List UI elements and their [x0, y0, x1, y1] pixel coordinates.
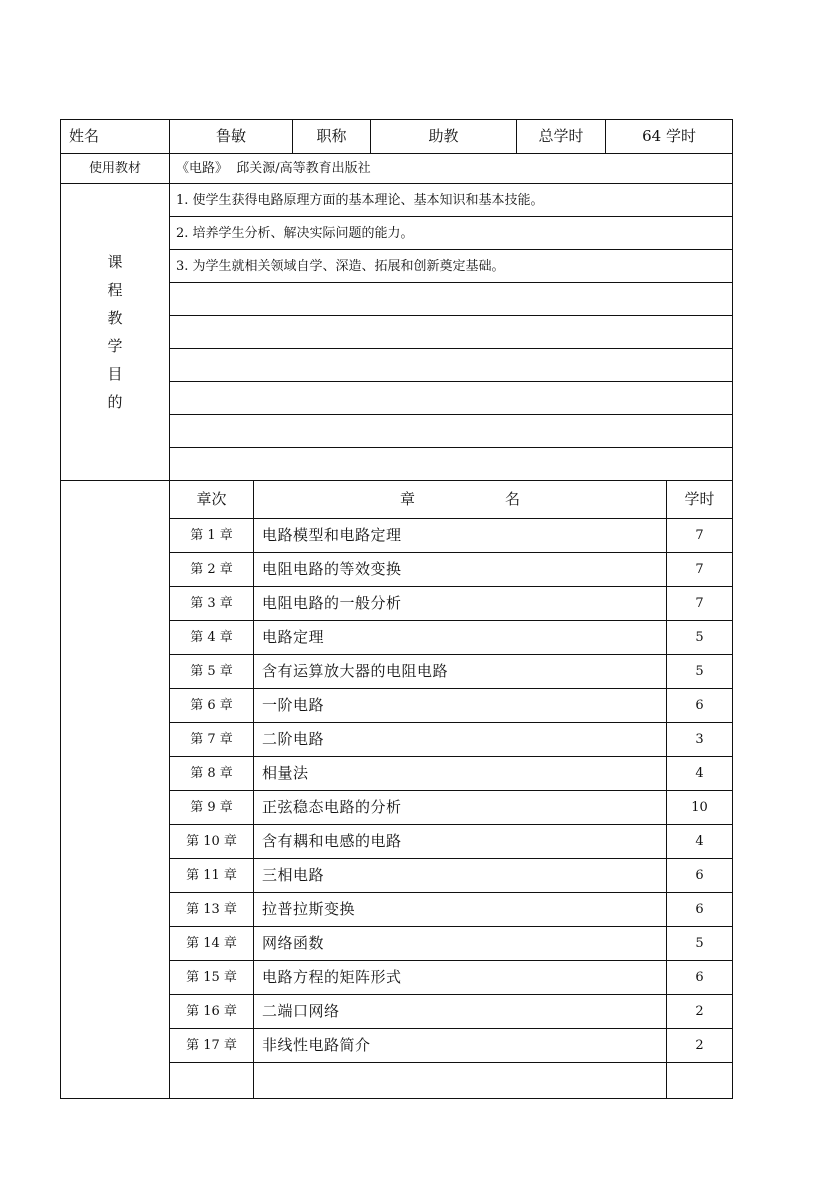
objective-item: [170, 316, 733, 349]
chapter-name: 二端口网络: [254, 995, 667, 1029]
chapter-no: 第 6 章: [170, 689, 254, 723]
objective-item: 2. 培养学生分析、解决实际问题的能力。: [170, 217, 733, 250]
chapter-no: 第 10 章: [170, 825, 254, 859]
objective-item: [170, 283, 733, 316]
chapter-hours: 5: [667, 655, 733, 689]
objective-item: 1. 使学生获得电路原理方面的基本理论、基本知识和基本技能。: [170, 184, 733, 217]
objective-row: [61, 184, 733, 217]
textbook-label: 使用教材: [61, 154, 170, 184]
chapter-no: 第 1 章: [170, 519, 254, 553]
col-chapter-name-a: 章: [399, 490, 415, 508]
hours-label: 总学时: [517, 120, 606, 154]
chapter-name: [254, 1063, 667, 1099]
objective-item: [170, 448, 733, 481]
chapter-no: 第 2 章: [170, 553, 254, 587]
name-value: 鲁敏: [170, 120, 293, 154]
chapter-name: 电阻电路的等效变换: [254, 553, 667, 587]
title-label: 职称: [293, 120, 371, 154]
chapter-hours: 3: [667, 723, 733, 757]
chapter-no: 第 15 章: [170, 961, 254, 995]
chapter-no: 第 17 章: [170, 1029, 254, 1063]
chapter-no: 第 4 章: [170, 621, 254, 655]
chapter-name: 含有运算放大器的电阻电路: [254, 655, 667, 689]
chapter-name: 正弦稳态电路的分析: [254, 791, 667, 825]
chapter-hours: 6: [667, 961, 733, 995]
col-chapter-no: 章次: [170, 481, 254, 519]
objectives-label: 课程教学目的: [107, 253, 123, 411]
chapter-name: 含有耦和电感的电路: [254, 825, 667, 859]
chapter-no: [170, 1063, 254, 1099]
chapter-name: 电阻电路的一般分析: [254, 587, 667, 621]
chapter-name: 二阶电路: [254, 723, 667, 757]
chapter-hours: 10: [667, 791, 733, 825]
chapter-no: 第 9 章: [170, 791, 254, 825]
chapter-no: 第 3 章: [170, 587, 254, 621]
chapter-header-row: [61, 481, 733, 519]
chapter-hours: 2: [667, 1029, 733, 1063]
textbook-row: [61, 154, 733, 184]
chapter-hours: 4: [667, 757, 733, 791]
col-hours: 学时: [667, 481, 733, 519]
chapter-no: 第 11 章: [170, 859, 254, 893]
course-info-table: [60, 119, 733, 1099]
chapter-hours: [667, 1063, 733, 1099]
chapter-hours: 5: [667, 927, 733, 961]
chapter-hours: 7: [667, 587, 733, 621]
chapter-hours: 6: [667, 893, 733, 927]
objective-item: [170, 382, 733, 415]
chapter-name: 网络函数: [254, 927, 667, 961]
chapter-name: 电路模型和电路定理: [254, 519, 667, 553]
chapter-no: 第 16 章: [170, 995, 254, 1029]
objective-item: 3. 为学生就相关领域自学、深造、拓展和创新奠定基础。: [170, 250, 733, 283]
chapter-name: 相量法: [254, 757, 667, 791]
chapter-no: 第 13 章: [170, 893, 254, 927]
col-chapter-name-b: 名: [505, 490, 521, 508]
chapter-name: 一阶电路: [254, 689, 667, 723]
chapter-no: 第 8 章: [170, 757, 254, 791]
objective-item: [170, 349, 733, 382]
chapter-no: 第 5 章: [170, 655, 254, 689]
chapter-hours: 6: [667, 689, 733, 723]
chapter-hours: 6: [667, 859, 733, 893]
chapter-hours: 2: [667, 995, 733, 1029]
chapter-name: 三相电路: [254, 859, 667, 893]
chapter-hours: 7: [667, 519, 733, 553]
chapters-left-blank: [61, 481, 170, 1099]
chapter-name: 电路方程的矩阵形式: [254, 961, 667, 995]
title-value: 助教: [371, 120, 517, 154]
objectives-label-cell: [61, 184, 170, 481]
chapter-name: 电路定理: [254, 621, 667, 655]
chapter-hours: 7: [667, 553, 733, 587]
col-chapter-name: [254, 481, 667, 519]
hours-value: 64 学时: [606, 120, 733, 154]
chapter-no: 第 7 章: [170, 723, 254, 757]
chapter-hours: 5: [667, 621, 733, 655]
name-label: 姓名: [61, 120, 170, 154]
header-row: [61, 120, 733, 154]
textbook-value: 《电路》 邱关源/高等教育出版社: [170, 154, 733, 184]
chapter-no: 第 14 章: [170, 927, 254, 961]
chapter-hours: 4: [667, 825, 733, 859]
objective-item: [170, 415, 733, 448]
chapter-name: 非线性电路简介: [254, 1029, 667, 1063]
chapter-name: 拉普拉斯变换: [254, 893, 667, 927]
